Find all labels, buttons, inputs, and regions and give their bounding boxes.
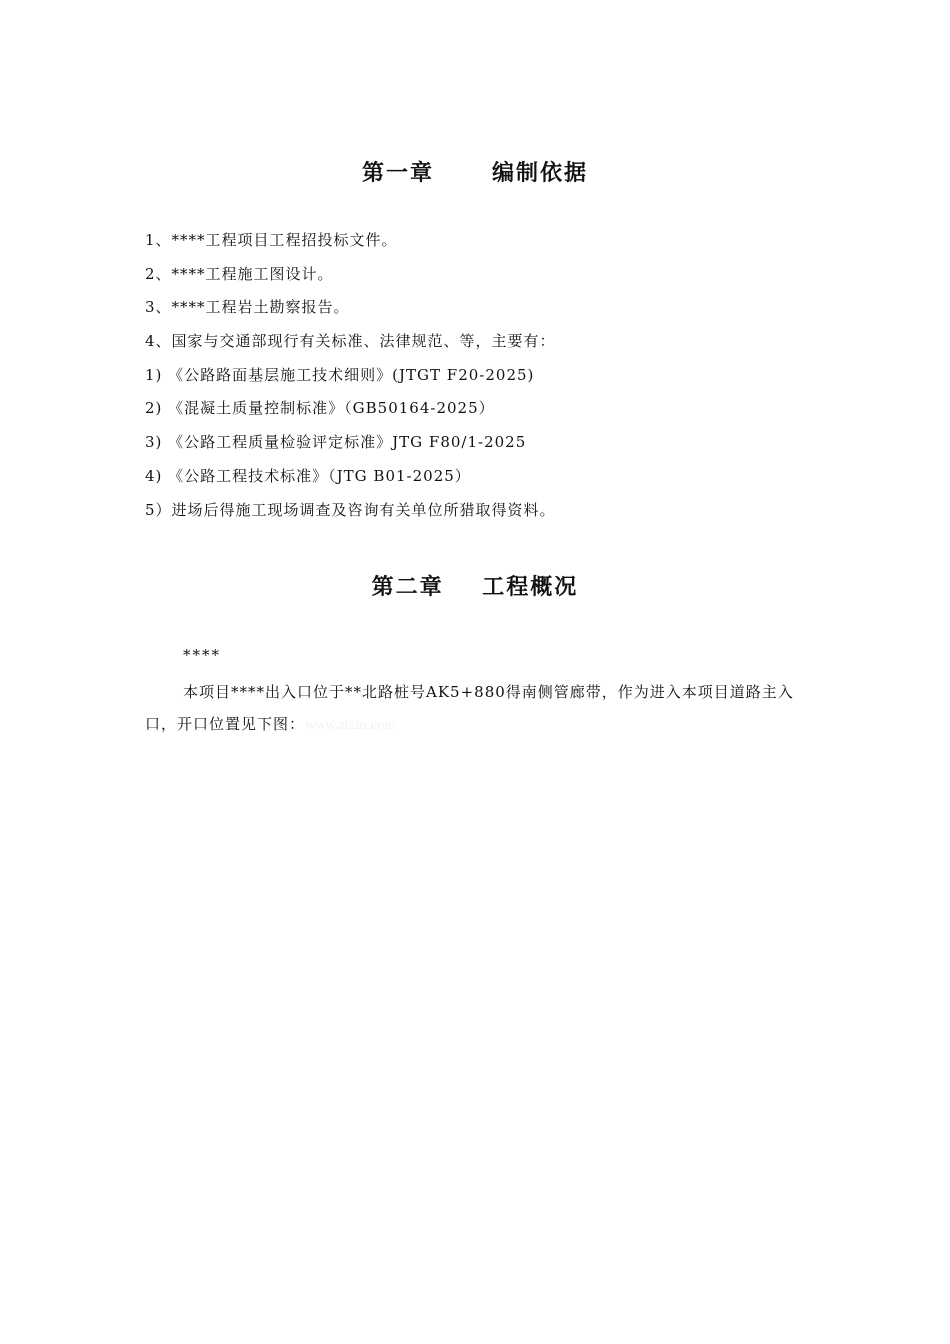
chapter-2-title: 第二章 工程概况 [371, 575, 579, 600]
list-item: 5）进场后得施工现场调查及咨询有关单位所猎取得资料。 [145, 500, 556, 519]
list-item: 4、国家与交通部现行有关标准、法律规范、等，主要有： [145, 332, 556, 351]
overview-section [145, 644, 805, 741]
watermark-text: www.zixin.com [305, 718, 396, 732]
list-item: 1) 《公路路面基层施工技术细则》(JTGT F20-2025) [145, 365, 535, 384]
list-item: 1、****工程项目工程招投标文件。 [145, 231, 398, 249]
overview-text: 本项目****出入口位于**北路桩号AK5+880得南侧管廊带，作为进入本项目道路主入口，开口位置见下图： [145, 683, 794, 733]
overview-paragraph [145, 676, 805, 741]
basis-list [145, 228, 805, 531]
list-item: 2) 《混凝土质量控制标准》（GB50164-2025） [145, 399, 495, 418]
list-item: 4) 《公路工程技术标准》（JTG B01-2025） [145, 466, 471, 485]
list-item: 3) 《公路工程质量检验评定标准》JTG F80/1-2025 [145, 433, 527, 452]
chapter-1-title: 第一章 编制依据 [362, 161, 588, 186]
project-name-placeholder: **** [183, 646, 221, 664]
list-item: 2、****工程施工图设计。 [145, 264, 334, 283]
list-item: 3、****工程岩土勘察报告。 [145, 298, 350, 317]
